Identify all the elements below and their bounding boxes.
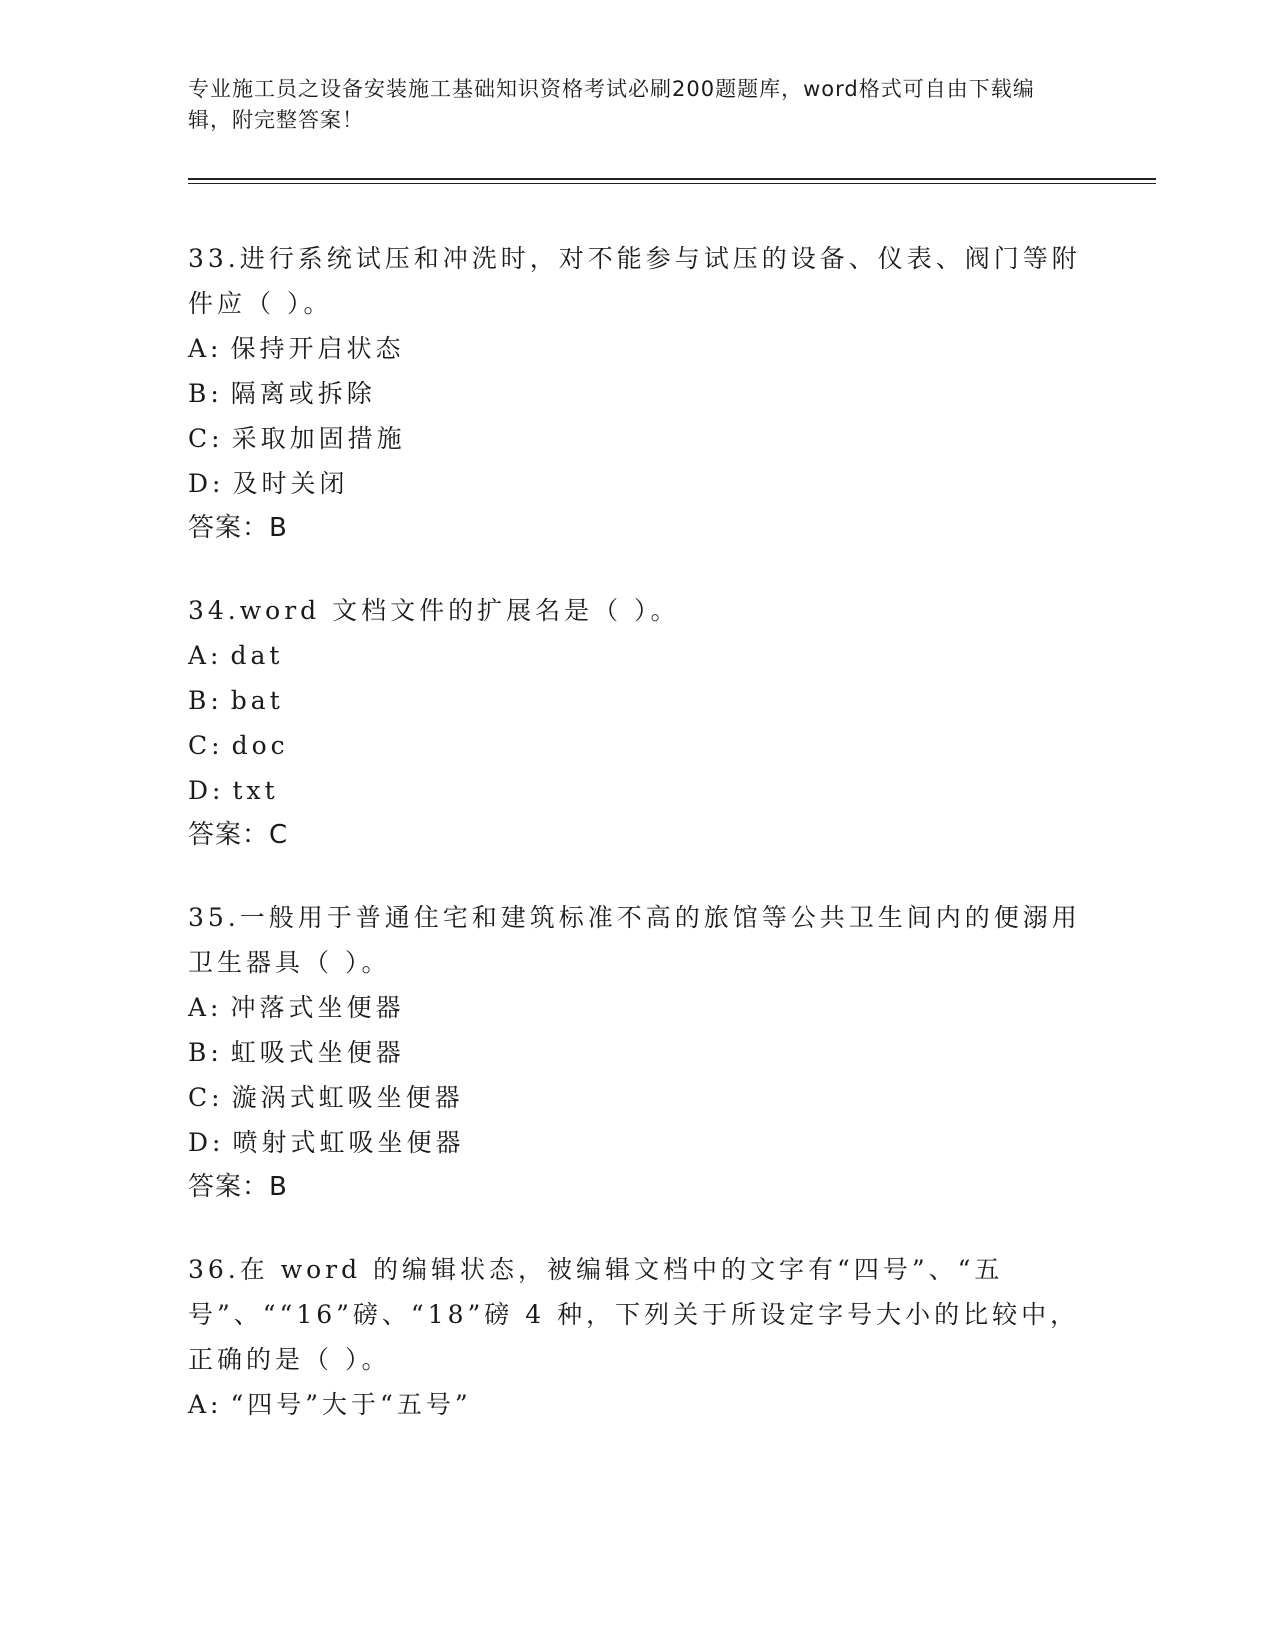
option-c	[188, 416, 1088, 461]
option-a	[188, 985, 1088, 1030]
option-d	[188, 768, 1088, 813]
option-text: 冲落式坐便器	[230, 993, 405, 1022]
option-letter: D:	[188, 1128, 225, 1157]
answer-line: 答案：C	[188, 820, 289, 850]
option-letter: A:	[188, 1390, 223, 1419]
option-letter: A:	[188, 993, 223, 1022]
option-text: 采取加固措施	[231, 424, 406, 453]
option-a	[188, 633, 1088, 678]
option-c	[188, 1075, 1088, 1120]
question-list	[188, 236, 1088, 1464]
question-33	[188, 236, 1088, 551]
answer-line: 答案：B	[188, 1172, 288, 1202]
question-stem: 34.word 文档文件的扩展名是（ ）。	[188, 596, 680, 625]
option-letter: D:	[188, 469, 225, 498]
option-letter: B:	[188, 686, 223, 715]
question-35	[188, 895, 1088, 1210]
option-letter: B:	[188, 1038, 223, 1067]
option-letter: C:	[188, 424, 224, 453]
option-text: txt	[232, 776, 279, 805]
option-d	[188, 1120, 1088, 1165]
question-34	[188, 588, 1088, 858]
option-text: 漩涡式虹吸坐便器	[231, 1083, 464, 1112]
option-a	[188, 326, 1088, 371]
option-text: 隔离或拆除	[230, 379, 376, 408]
option-c	[188, 723, 1088, 768]
answer-line: 答案：B	[188, 513, 288, 543]
option-d	[188, 461, 1088, 506]
option-letter: B:	[188, 379, 223, 408]
option-text: doc	[231, 731, 289, 760]
option-letter: C:	[188, 1083, 224, 1112]
option-letter: A:	[188, 334, 223, 363]
question-stem: 35.一般用于普通住宅和建筑标准不高的旅馆等公共卫生间内的便溺用卫生器具（ ）。	[188, 903, 1081, 977]
option-a	[188, 1382, 1088, 1427]
option-text: 及时关闭	[232, 469, 349, 498]
option-text: 喷射式虹吸坐便器	[232, 1128, 465, 1157]
header-divider	[188, 178, 1156, 180]
option-text: 保持开启状态	[230, 334, 405, 363]
option-text: dat	[230, 641, 284, 670]
option-b	[188, 678, 1088, 723]
question-36	[188, 1247, 1088, 1427]
option-text: 虹吸式坐便器	[230, 1038, 405, 1067]
question-stem: 33.进行系统试压和冲洗时，对不能参与试压的设备、仪表、阀门等附件应（ ）。	[188, 244, 1081, 318]
option-letter: D:	[188, 776, 225, 805]
document-header: 专业施工员之设备安装施工基础知识资格考试必刷200题题库，word格式可自由下载编辑，附完整答案！	[188, 77, 1035, 132]
option-letter: C:	[188, 731, 224, 760]
option-text: bat	[230, 686, 284, 715]
question-stem: 36.在 word 的编辑状态，被编辑文档中的文字有“四号”、“五号”、““16”磅、“18”磅 4 种，下列关于所设定字号大小的比较中，正确的是（ ）。	[188, 1255, 1080, 1374]
option-b	[188, 1030, 1088, 1075]
option-letter: A:	[188, 641, 223, 670]
option-b	[188, 371, 1088, 416]
option-text: “四号”大于“五号”	[230, 1390, 472, 1419]
header-divider-thin	[188, 183, 1156, 184]
